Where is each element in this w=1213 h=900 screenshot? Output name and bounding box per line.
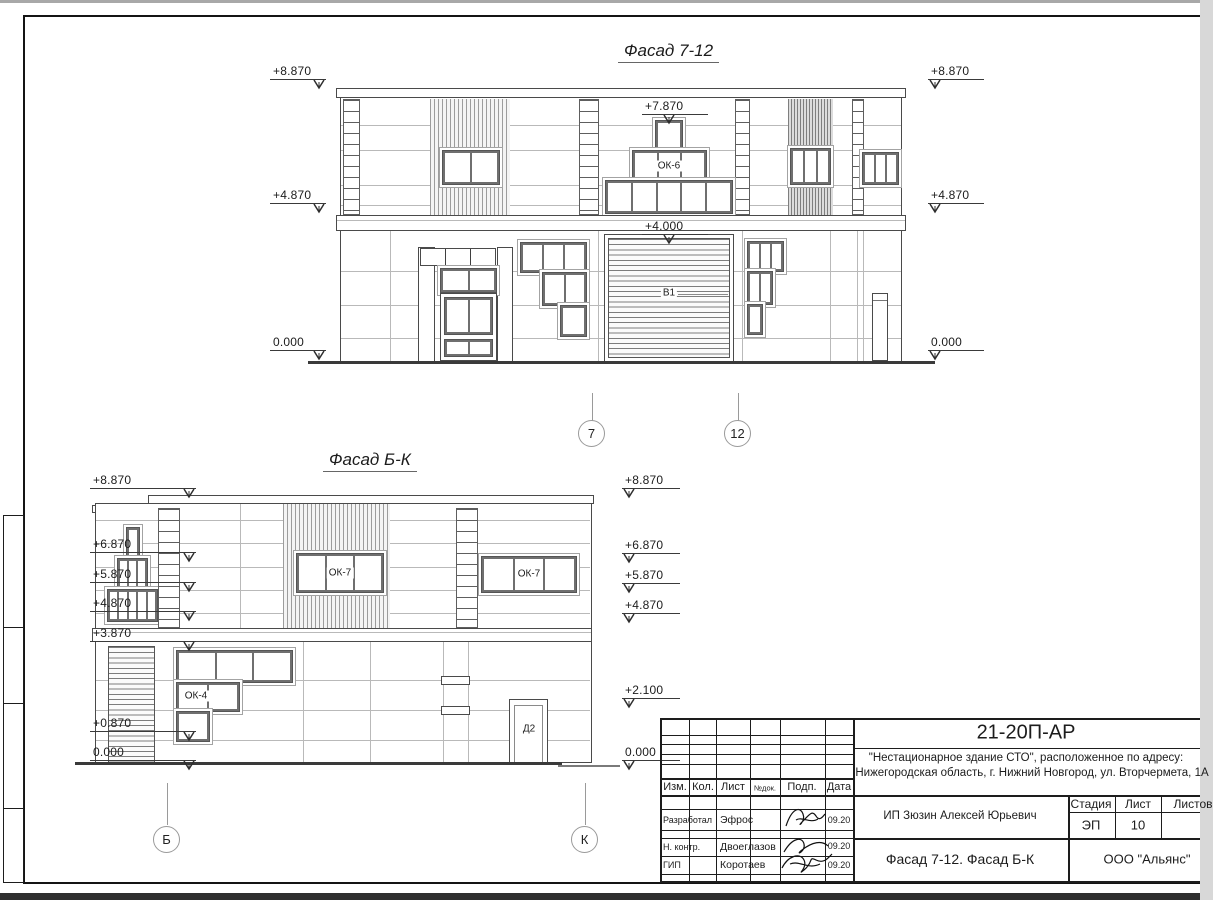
axis-bubble-b (153, 826, 180, 853)
window (790, 148, 831, 185)
row-role: Н. контр. (663, 842, 701, 852)
axis-bubble-k (571, 826, 598, 853)
axis-number: 12 (730, 426, 745, 441)
sign-band-divider (445, 249, 446, 265)
elevation-value: 0.000 (273, 335, 305, 349)
project-address-line2: Нижегородская область, г. Нижний Новгород, ул. Вторчермета, 1А (855, 767, 1209, 779)
stepped-window-bottom (747, 304, 763, 335)
wall-joint (443, 642, 444, 762)
wall-joint (830, 231, 831, 361)
stepped-window-bottom (560, 305, 587, 337)
signature (782, 804, 827, 832)
margin-cell (3, 515, 24, 628)
company-name: ООО "Альянс" (1103, 851, 1191, 867)
row-role: Разработал (663, 815, 712, 825)
elevation-value: +4.870 (93, 596, 132, 610)
window (442, 150, 500, 185)
elevation-value: +6.870 (93, 537, 132, 551)
wall-joint (303, 642, 304, 762)
door-d2-label: Д2 (522, 723, 536, 735)
ground-line (75, 762, 562, 765)
joint-plate (441, 676, 470, 685)
stepped-window-mid (542, 272, 587, 306)
elevation-value: +5.870 (625, 568, 664, 582)
wall-joint (863, 231, 864, 361)
sheets-label: Листов (1173, 797, 1213, 811)
quoin-column (579, 99, 599, 215)
wall-joint (742, 231, 743, 361)
axis-bubble-7 (578, 420, 605, 447)
col-kol: Кол. (692, 781, 714, 793)
elevation-value: +4.870 (931, 188, 970, 202)
elevation-marker (270, 65, 326, 80)
entrance-door-glass (444, 297, 493, 335)
elevation-marker (642, 220, 708, 235)
quoin-column (735, 99, 750, 215)
axis-letter: Б (162, 832, 171, 847)
elevation-marker (90, 597, 196, 612)
stage-label: Стадия (1070, 797, 1112, 811)
axis-letter: К (580, 832, 589, 847)
sheet-label: Лист (1124, 797, 1152, 811)
window-ok6-label: ОК-6 (657, 160, 681, 172)
elevation-marker (90, 568, 196, 583)
axis-leader (167, 783, 168, 825)
elevation-marker (90, 717, 196, 732)
bottom-edge-bar (0, 893, 1200, 900)
wall-joint (857, 231, 858, 361)
elevation-value: +6.870 (625, 538, 664, 552)
stage-value: ЭП (1081, 817, 1101, 833)
facade-7-12-title: Фасад 7-12 (618, 41, 719, 63)
elevation-marker (622, 539, 680, 554)
wall-joint (370, 642, 371, 762)
elevation-marker (90, 538, 196, 553)
axis-bubble-12 (724, 420, 751, 447)
elevation-marker (90, 474, 196, 489)
elevation-marker (622, 599, 680, 614)
col-podp: Подп. (787, 781, 817, 793)
elevation-value: +4.000 (645, 219, 684, 233)
pilaster (497, 247, 513, 362)
elevation-marker (928, 189, 984, 204)
elevation-marker (622, 684, 680, 699)
ground-line-ext (558, 765, 620, 767)
window-ok7-2-label: ОК-7 (517, 568, 541, 580)
client-name: ИП Зюзин Алексей Юрьевич (883, 810, 1037, 822)
elevation-marker (622, 474, 680, 489)
window-ok4-top (176, 650, 293, 683)
elevation-marker (928, 65, 984, 80)
stepped-window-top (747, 241, 784, 272)
stepped-window-mid (747, 271, 773, 305)
service-door-header (873, 300, 887, 301)
margin-cell (3, 808, 24, 883)
window-ok4-label: ОК-4 (184, 690, 208, 702)
elevation-marker (642, 100, 708, 115)
project-address-line1: "Нестационарное здание СТО", расположенное по адресу: (868, 752, 1184, 764)
elevation-value: +4.870 (625, 598, 664, 612)
row-date: 09.20 (827, 860, 851, 870)
ground-line (308, 361, 935, 364)
wall-joint (96, 680, 590, 681)
col-ndok: №док. (754, 783, 776, 793)
wall-joint (240, 504, 241, 628)
row-name: Коротаев (720, 859, 766, 871)
window (862, 152, 899, 185)
elevation-value: +4.870 (273, 188, 312, 202)
elevation-value: +5.870 (93, 567, 132, 581)
entrance-transom (440, 268, 497, 293)
elevation-value: +2.100 (625, 683, 664, 697)
row-date: 09.20 (827, 841, 851, 851)
gate-b1-label: В1 (662, 287, 676, 299)
elevation-value: +3.870 (93, 626, 132, 640)
signature (778, 834, 836, 880)
window-ok6-bottom (605, 180, 733, 214)
service-door (872, 293, 888, 361)
elevation-value: 0.000 (625, 745, 657, 759)
elevation-marker (928, 336, 984, 351)
elevation-marker (270, 189, 326, 204)
joint-plate (441, 706, 470, 715)
elevation-value: +8.870 (625, 473, 664, 487)
project-code: 21-20П-АР (976, 721, 1076, 744)
sign-band-divider (470, 249, 471, 265)
quoin-column (343, 99, 360, 215)
axis-leader (585, 783, 586, 825)
wall-joint (598, 231, 599, 361)
col-list: Лист (721, 781, 745, 793)
elevation-marker (90, 627, 196, 642)
elevation-marker (270, 336, 326, 351)
axis-leader (592, 393, 593, 421)
col-izm: Изм. (663, 781, 687, 793)
sheet-number: 10 (1130, 817, 1146, 833)
floor-band (336, 215, 906, 231)
elevation-marker (90, 746, 196, 761)
margin-cell (3, 703, 24, 809)
elevation-value: +7.870 (645, 99, 684, 113)
row-name: Двоеглазов (720, 841, 776, 853)
axis-number: 7 (587, 426, 596, 441)
axis-leader (738, 393, 739, 421)
elevation-value: 0.000 (931, 335, 963, 349)
title-block (660, 718, 1213, 883)
row-date: 09.20 (827, 815, 851, 825)
elevation-marker (622, 569, 680, 584)
wall-joint (468, 642, 469, 762)
stepped-window-top (520, 242, 587, 273)
window-ok7-1-label: ОК-7 (328, 567, 352, 579)
elevation-value: +8.870 (93, 473, 132, 487)
gate-leader (678, 294, 728, 295)
elevation-value: 0.000 (93, 745, 125, 759)
facade-bk-title: Фасад Б-К (323, 450, 417, 472)
quoin-column (456, 508, 478, 628)
col-data: Дата (826, 781, 852, 793)
row-name: Эфрос (720, 814, 754, 826)
margin-cell (3, 627, 24, 704)
frame-top (23, 15, 1200, 17)
elevation-value: +8.870 (931, 64, 970, 78)
drawing-title: Фасад 7-12. Фасад Б-К (885, 851, 1035, 867)
top-edge-bar (0, 0, 1200, 3)
floor-band-line (337, 220, 905, 221)
elevation-value: +8.870 (273, 64, 312, 78)
entrance-door-panel (444, 339, 493, 357)
wall-joint (390, 231, 391, 361)
sign-band (420, 248, 496, 266)
elevation-value: +0.870 (93, 716, 132, 730)
row-role: ГИП (663, 860, 681, 870)
